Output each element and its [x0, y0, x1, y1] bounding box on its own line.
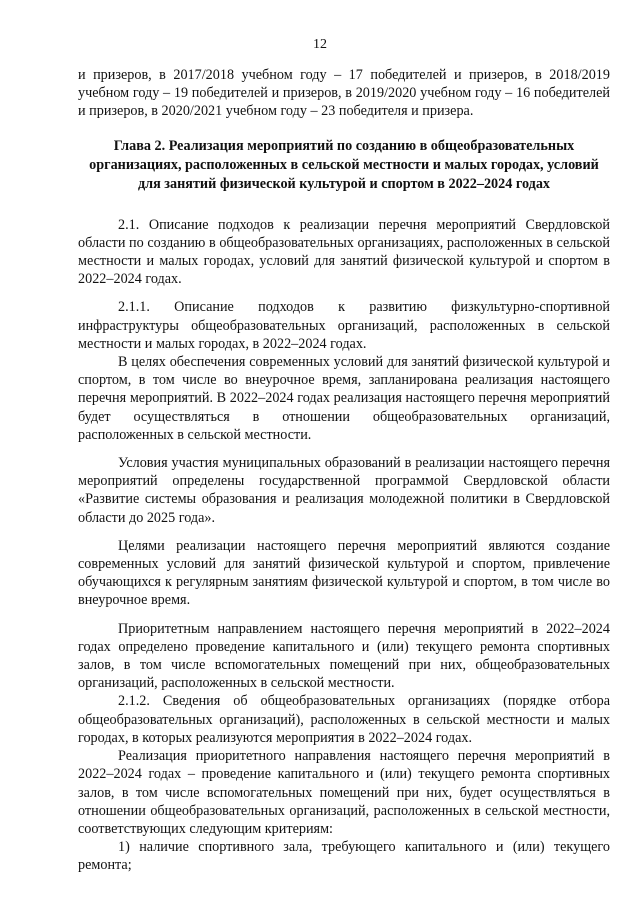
paragraph-priority-direction: Приоритетным направлением настоящего перечня мероприятий в 2022–2024 годах определено проведение капитального и (или) текущего ремонта спортивных залов, в том числе вспомогательных помещений при них, общеобразовательных организаций, расположенных в сельской местности. [78, 620, 610, 692]
paragraph-implementation-goals: Целями реализации настоящего перечня мероприятий являются создание современных условий для занятий физической культурой и спортом, привлечение обучающихся к регулярным занятиям физической культурой и спортом, в том числе во внеурочное время. [78, 537, 610, 609]
document-body [78, 66, 610, 875]
criterion-1: 1) наличие спортивного зала, требующего капитального и (или) текущего ремонта; [78, 839, 610, 874]
paragraph-participation-conditions: Условия участия муниципальных образований в реализации настоящего перечня мероприятий определены государственной программой Свердловской области «Развитие системы образования и реализация молодежной политики в Свердловской области до 2025 года». [78, 455, 610, 526]
chapter-heading: Глава 2. Реализация мероприятий по созданию в общеобразовательных организациях, расположенных в сельской местности и малых городах, условий для занятий физической культурой и спортом в 2022–2024 годах [89, 137, 599, 192]
section-2-1-2-paragraph: 2.1.2. Сведения об общеобразовательных организациях (порядке отбора общеобразовательных организаций), расположенных в сельской местности и малых городах, в которых реализуются мероприятия в 2022–2024 годах. [78, 693, 610, 746]
section-2-1-1-paragraph: 2.1.1. Описание подходов к развитию физкультурно-спортивной инфраструктуры общеобразовательных организаций, расположенных в сельской местности и малых городах, в 2022–2024 годах. [78, 299, 610, 352]
section-2-1-paragraph: 2.1. Описание подходов к реализации перечня мероприятий Свердловской области по созданию в общеобразовательных организациях, расположенных в сельской местности и малых городах, условий для занятий физической культурой и спортом в 2022–2024 годах. [78, 216, 610, 288]
page-number: 12 [313, 37, 327, 52]
paragraph-winners-continuation: и призеров, в 2017/2018 учебном году – 17 победителей и призеров, в 2018/2019 учебном году – 19 победителей и призеров, в 2019/2020 учебном году – 16 победителей и призеров, в 2020/2021 учебном году – 23 победителя и призера. [78, 67, 610, 120]
paragraph-criteria-intro: Реализация приоритетного направления настоящего перечня мероприятий в 2022–2024 годах – проведение капитального и (или) текущего ремонта спортивных залов, в том числе вспомогательных помещений при них, будет осуществляться в отношении общеобразовательных организаций, расположенных в сельской местности, соответствующих следующим критериям: [78, 748, 610, 837]
paragraph-goals-conditions: В целях обеспечения современных условий для занятий физической культурой и спортом, в том числе во внеурочное время, запланирована реализация настоящего перечня мероприятий. В 2022–2024 годах реализация настоящего перечня мероприятий будет осуществляться в отношении общеобразовательных организаций, расположенных в сельской местности. [78, 354, 610, 443]
